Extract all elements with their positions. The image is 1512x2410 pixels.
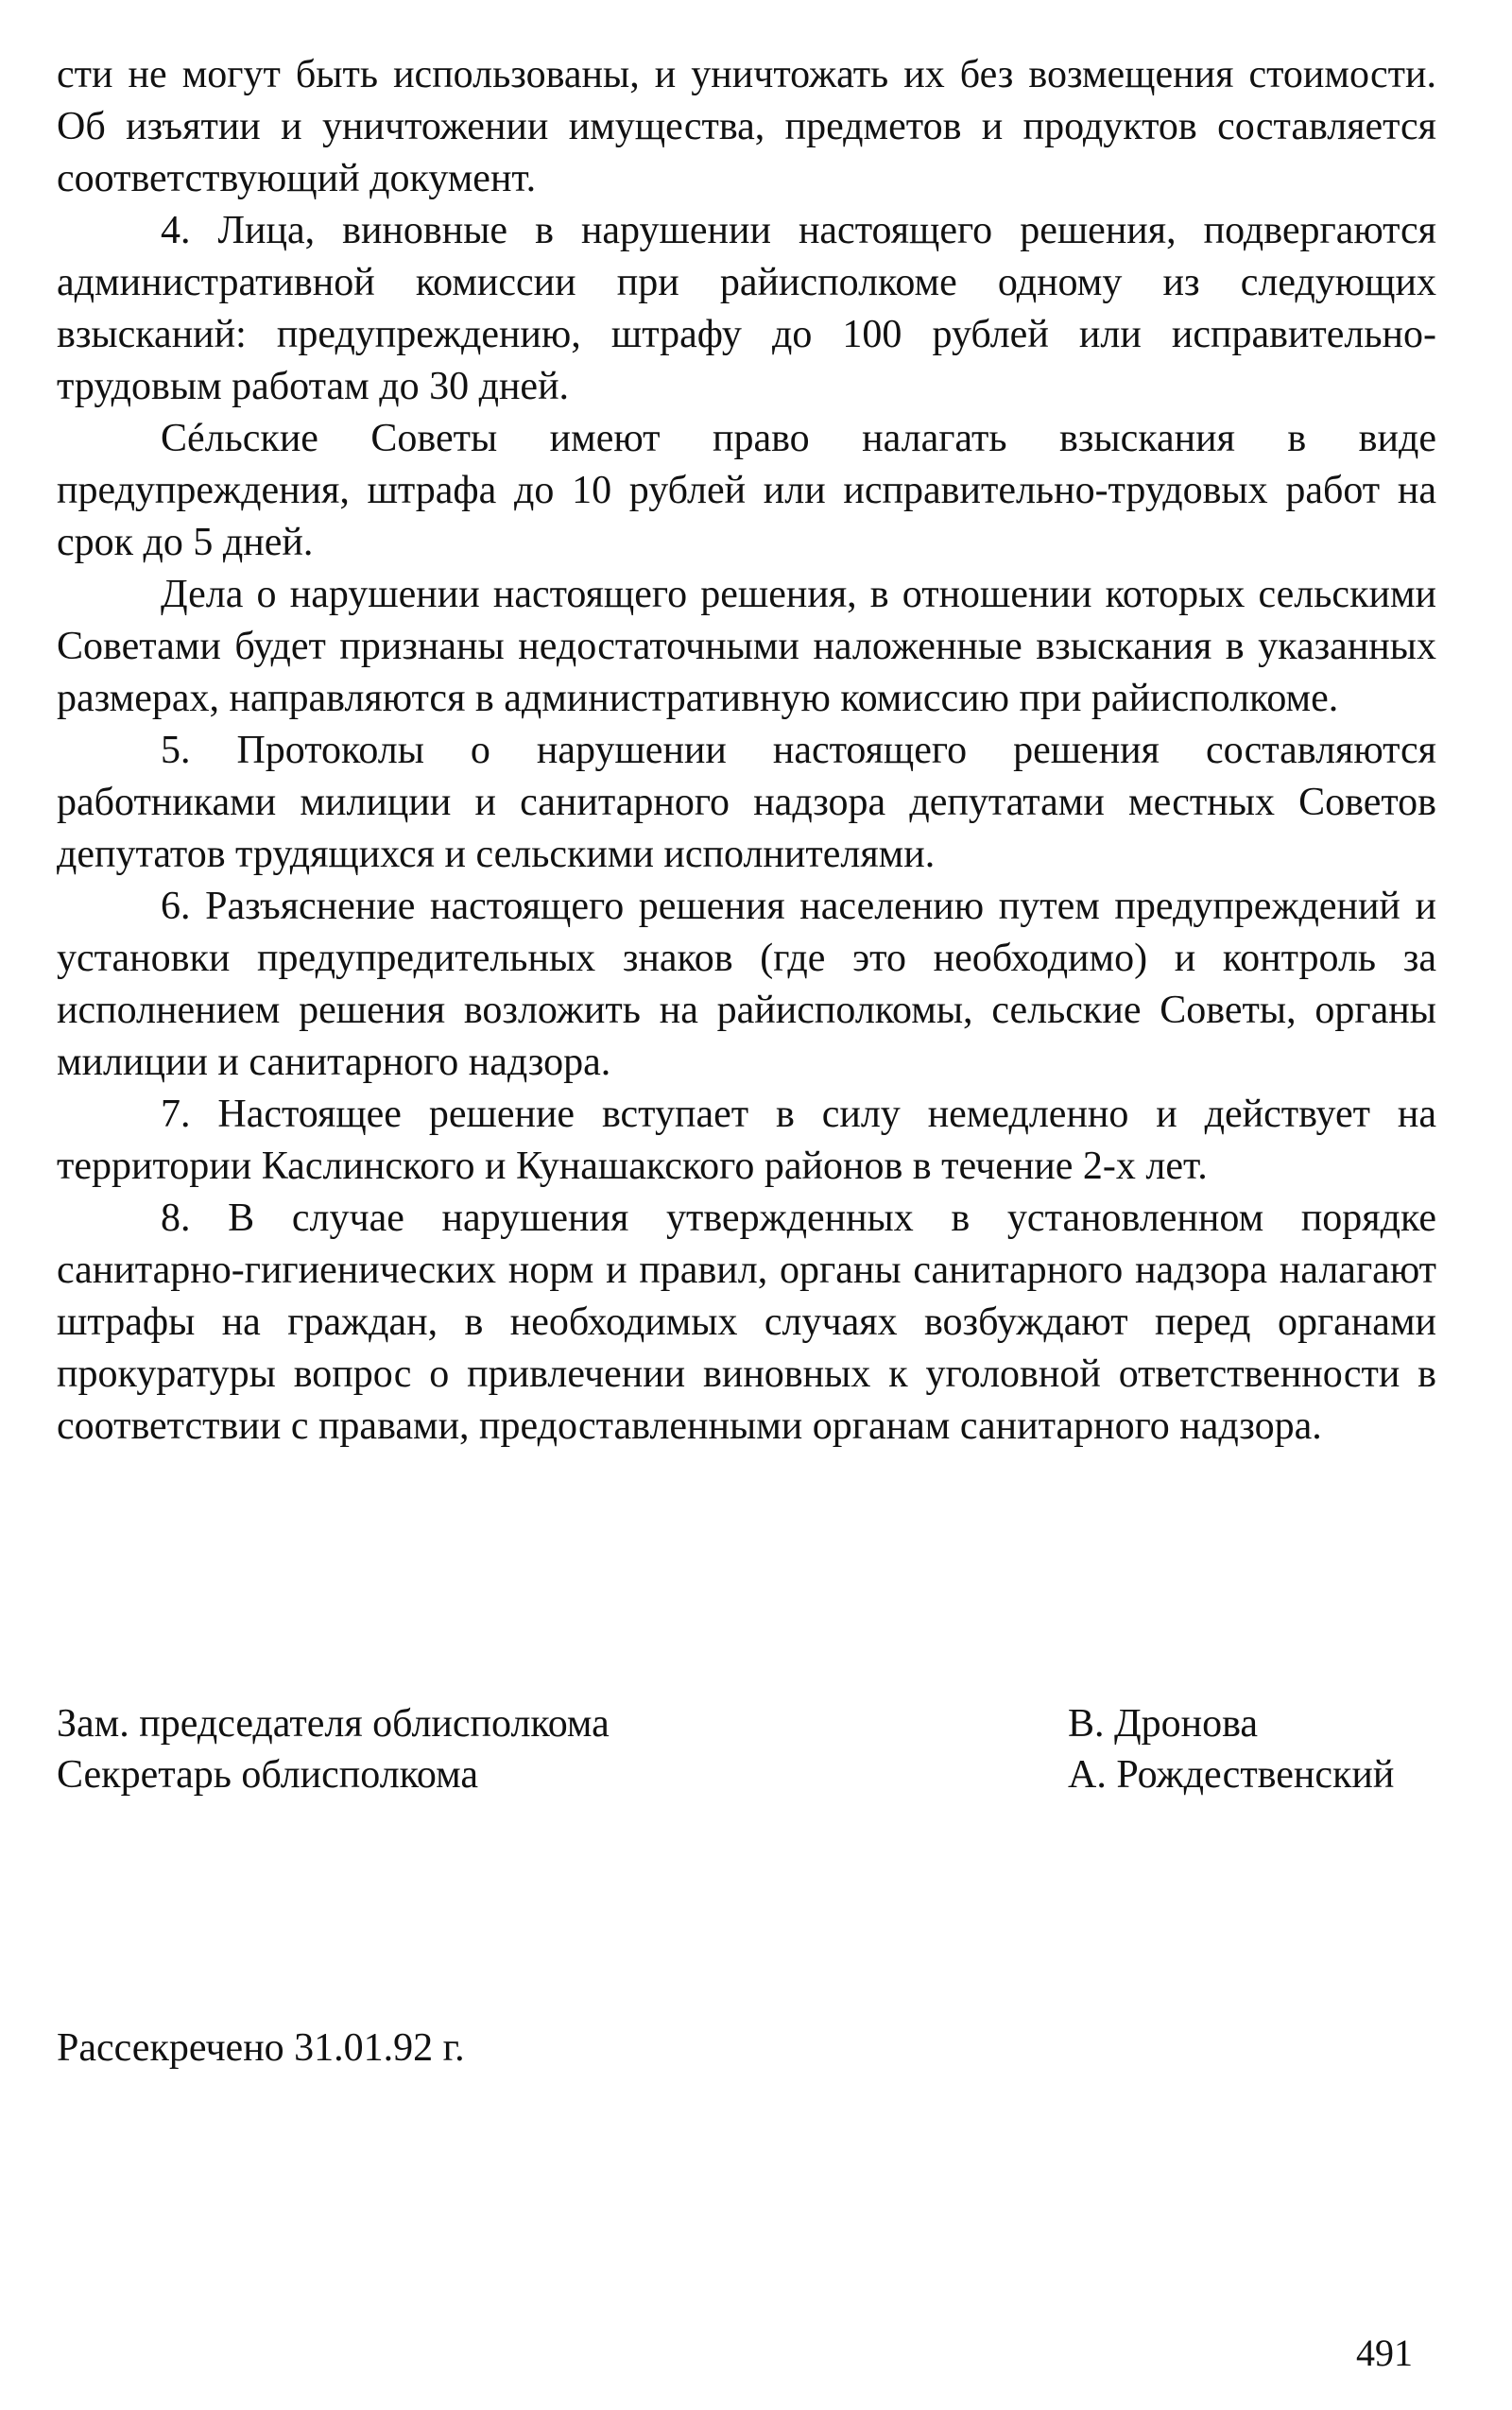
paragraph-continuation: сти не могут быть использованы, и уничтожать их без возмещения стоимости. Об изъятии и уничтожении имущества, предметов и продуктов составляется соответствующий документ. bbox=[57, 53, 1436, 200]
paragraph-item-6: 6. Разъяснение настоящего решения населению путем предупреждений и установки предупредительных знаков (где это необходимо) и контроль за исполнением решения возложить на райисполкомы, сельские Советы, органы милиции и санитарного надзора. bbox=[57, 885, 1436, 1084]
document-body bbox=[57, 49, 1436, 1453]
page-number: 491 bbox=[1356, 2332, 1413, 2374]
signature-row bbox=[57, 1749, 1427, 1800]
signature-row bbox=[57, 1698, 1427, 1749]
signature-name: В. Дронова bbox=[1068, 1702, 1259, 1746]
paragraph-item-4: 4. Лица, виновные в нарушении настоящего решения, подвергаются административной комиссии при райисполкоме одному из следующих взысканий: предупреждению, штрафу до 100 рублей или исправительно-трудовым работам до 30 дней. bbox=[57, 209, 1436, 408]
paragraph-item-5: 5. Протоколы о нарушении настоящего решения составляются работниками милиции и санитарного надзора депутатами местных Советов депутатов трудящихся и сельскими исполнителями. bbox=[57, 729, 1436, 876]
signature-title: Секретарь облисполкома bbox=[57, 1753, 479, 1797]
paragraph-cases: Дела о нарушении настоящего решения, в отношении которых сельскими Советами будет признаны недостаточными наложенные взыскания в указанных размерах, направляются в административную комиссию при райисполкоме. bbox=[57, 573, 1436, 720]
signature-block bbox=[57, 1698, 1427, 1800]
paragraph-village-councils: Сéльские Советы имеют право налагать взыскания в виде предупреждения, штрафа до 10 рублей или исправительно-трудовых работ на срок до 5 дней. bbox=[57, 417, 1436, 564]
paragraph-item-8: 8. В случае нарушения утвержденных в установленном порядке санитарно-гигиенических норм и правил, органы санитарного надзора налагают штрафы на граждан, в необходимых случаях возбуждают перед органами прокуратуры вопрос о привлечении виновных к уголовной ответственности в соответствии с правами, предоставленными органам санитарного надзора. bbox=[57, 1196, 1436, 1448]
declassified-note: Рассекречено 31.01.92 г. bbox=[57, 2026, 465, 2070]
paragraph-item-7: 7. Настоящее решение вступает в силу немедленно и действует на территории Каслинского и Кунашакского районов в течение 2-х лет. bbox=[57, 1093, 1436, 1188]
signature-title: Зам. председателя облисполкома bbox=[57, 1702, 610, 1746]
signature-name: А. Рождественский bbox=[1068, 1753, 1395, 1797]
